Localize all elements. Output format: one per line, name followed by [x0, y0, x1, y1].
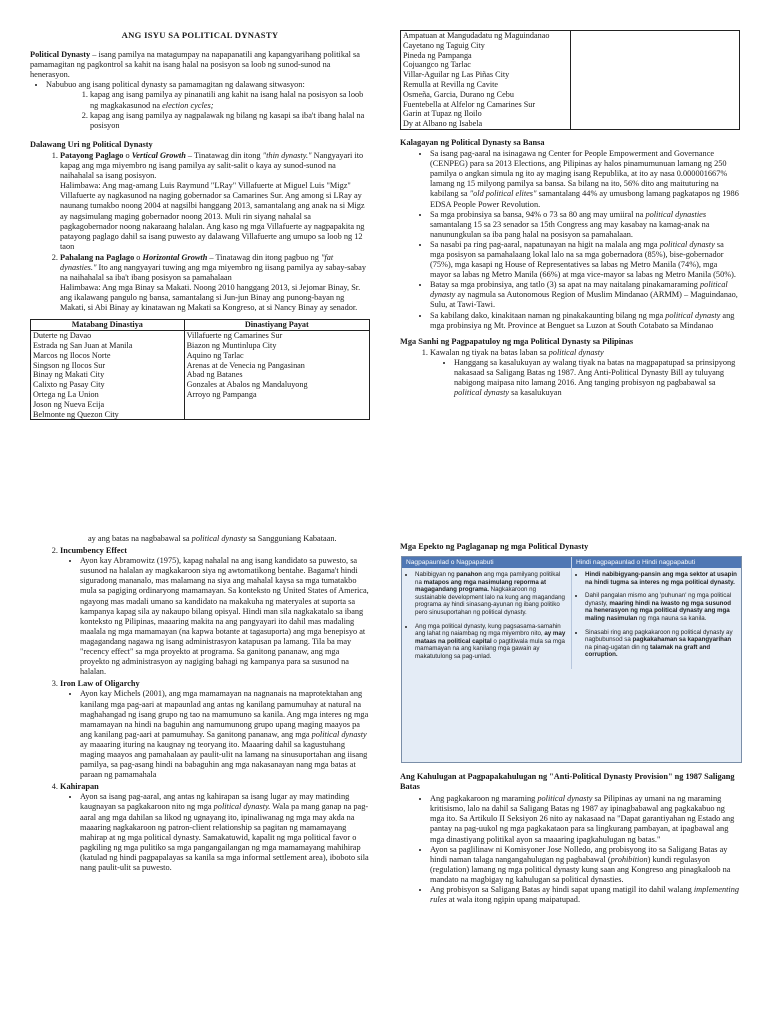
- list-item: • Hindi nabibigyang-pansin ang mga sektor at usapin na hindi tugma sa interes ng mga political dynasty.: [585, 571, 737, 586]
- list-item: Duterte ng Davao: [33, 331, 92, 341]
- list-item: • Hanggang sa kasalukuyan ay walang tiyak na batas na magpapatupad sa prinsipyong nakasaad sa Saligang Batas ng 1987. Ang Anti-Political Dynasty Bill ay tuluyang nabigong maipasa nito lamang 2016. Ang tanging probisyon ng pagbabawal sa political dynasty sa kasalukuyan: [454, 358, 740, 398]
- dynasty-table-continued: [400, 30, 740, 130]
- uri-example-horizontal: Halimbawa: Ang mga Binay sa Makati. Noong 2010 hanggang 2013, si Jejomar Binay, Sr. ang ikalawang pangulo ng bansa, samantalang si Jun-jun Binay ang punong-bayan ng Makati, si Abi Binay ay kinatawan ng Makati sa Kongreso, at si Nancy Binay ay senador.: [60, 283, 361, 313]
- list-item: Joson ng Nueva Ecija: [33, 399, 105, 409]
- list-item: Arroyo ng Pampanga: [186, 390, 257, 400]
- kahulugan-list: [400, 794, 740, 905]
- list-item: • Batay sa mga probinsiya, ang tatlo (3) sa apat na may naitalang pinakamaraming political dynasty ay nagmula sa Autonomous Region of Muslim Mindanao (ARMM) – Maguindanao, Sulu, at Tawi-Tawi.: [430, 280, 740, 310]
- list-item: Arenas at de Venecia ng Pangasinan: [186, 360, 305, 370]
- fat-dynasty-cell-continued: [401, 31, 571, 130]
- causes-list: [30, 546, 370, 873]
- list-item: Dy at Albano ng Isabela: [403, 119, 483, 129]
- list-item: • Nabibigyan ng panahon ang mga pamilyang politikal na matapos ang mga nasimulang reporma at magagandang programa. Nagkakaroon ng sustainable development lalo na kung ang magandang programa ay hindi sinasang-ayunan ng ibang politiko pero sinusuportahan ng political dynasty.: [415, 571, 567, 617]
- situation-item: 1. kapag ang isang pamilya ay pinanatili ang kahit na isang halal na posisyon sa loob ng magkakasunod na election cycles;: [90, 90, 370, 110]
- page2-left-column: [30, 534, 370, 873]
- list-item: Ortega ng La Union: [33, 390, 99, 400]
- list-item: • Ayon sa isang pag-aaral, ang antas ng kahirapan sa isang lugar ay may matinding kaugnayan sa pagkakaroon nito ng mga political dynasty. Wala pa mang ganap na pag-aaral ang mga dahilan sa likod ng ugnayang ito, ipinaliwanag ng mga may akda na maaaring nagkakaroon ng patron-client relationship sa pagitan ng mamamayang mahirap at ng mga political dynasty. Samakatuwid, kapalit ng mga political favor o pagkiling ng mga pulitiko sa mga pangangailangan ng mga mamamayang mahihirap (katulad ng hindi pagpapalayas sa kanila sa mga informal settlement area), iboboto sila nang paulit-ulit sa puwesto.: [80, 792, 370, 873]
- list-item: Ampatuan at Mangudadatu ng Maguindanao: [403, 31, 550, 40]
- list-item: Villar-Aguilar ng Las Piñas City: [403, 70, 510, 80]
- cause-sublist: [60, 556, 370, 677]
- list-item: • Sinasabi ring ang pagkakaroon ng political dynasty ay nagbubunsod sa pagkakahaman sa kapangyarihan na pinag-ugatan din ng talamak na graft and corruption.: [585, 629, 737, 659]
- list-item: • Sa mga probinsiya sa bansa, 94% o 73 sa 80 ang may umiiral na political dynasties samantalang 15 sa 23 senador sa 15th Congress ang may kasabay na kamag-anak na nanunungkulan sa iba pang halal na posisyon sa pamahalaan.: [430, 210, 740, 240]
- list-item: • Ang pagkakaroon ng maraming political dynasty sa Pilipinas ay umani na ng maraming kritisismo, lalo na dahil sa Saligang Batas ng 1987 ay ipinagbabawal ang pagkakabuo ng mga ito. Sa Artikulo II Seksiyon 26 nito ay nakasaad na "Dapat garantiyahan ng Estado ang pantay na pag-uukol ng mga pagkakataon para sa lingkurang pambayan, at ipagbawal ang mga dinastiyang politikal ayon sa maaaring ipagkahulugan ng batas.": [430, 794, 740, 844]
- list-item: • Ang probisyon sa Saligang Batas ay hindi sapat upang matigil ito dahil walang implementing rules at wala itong ngipin upang maipatupad.: [430, 885, 740, 905]
- cause-incumbency: 2. Incumbency Effect • Ayon kay Abramowitz (1975), kapag nahalal na ang isang kandidato sa puwesto, sa susunod na halalan ay magkakaroon siya ng awtomatikong bentahe. Bagama't hindi siguradong mananalo, mas malamang na siya ang mahalal kaysa sa mga tumatakbo mula sa pagiging ordinaryong mamamayan. Sa konteksto ng United States of America, ngayong mas madali umano sa kandidato na makakuha ng materyales at suporta sa kampanya kapag sila ay nakaupo bilang opisyal. Hindi man sila nagkakatalo sa ibang konteksto ng Pilipinas, maaaring makita na ang pangyayari ito dahil mas madaling maalala ng mga mamamayan (na kapwa botante at tagasuporta) ang mga benepisyo at magagandang nagawa ng isang administrasyon katapusan pa lamang. Tila ba may "recency effect" sa mga proyekto at programa. Sa ganitong pananaw, ang mga proyekto ng administrasyon ay nagiging bahagi ng kampanya para sa susunod na halalan.: [60, 546, 370, 677]
- definition-paragraph: [30, 50, 370, 80]
- epekto-negative-column: [571, 568, 741, 669]
- list-item: Remulla at Revilla ng Cavite: [403, 79, 499, 89]
- list-item: • Ayon kay Michels (2001), ang mga mamamayan na nagnanais na maprotektahan ang kanilang mga pag-aari at mapaunlad ang antas ng kanilang pamumuhay at natural na maghahangad ng isang grupo ng tao na mamumuno sa kanila. Ang mga interes ng mga mamamayan na hindi na baguhin ang namumunong grupo upang maging maayos pa ang kanilang pag-aari at pamumuhay. Sa ganitong pananaw, ang mga political dynasty ay maaaring ituring na kaugnay ng teoryang ito. Maaaring dahil sa kagustuhang maging maayos ang pamahalaan ay paulit-ulit na lamang na sinusuportahan ang iisang pamilya, sa pag-asang hindi na babaguhin ang mga nakasanayan nang mga batas at paraan ng pamamahala: [80, 689, 370, 780]
- list-item: Abad ng Batanes: [186, 370, 243, 380]
- list-item: • Ayon sa paglilinaw ni Komisyoner Jose Nolledo, ang probisyong ito sa Saligang Batas ay hindi naman talaga nangangahulugan ng pagbabawal (prohibition) kundi regulasyon (regulation) lamang ng mga political dynasty kung saan ang Kongreso ang pinagkaloob na mandato na magbigay ng kahulugan sa political dynasties.: [430, 845, 740, 885]
- epekto-table-header: [402, 557, 741, 568]
- thin-dynasty-cell-continued: [570, 31, 740, 130]
- epekto-header-positive: Nagpapaunlad o Nagpapabuti: [406, 559, 494, 566]
- page1-left-column: [30, 30, 370, 420]
- cause-sublist: [60, 689, 370, 780]
- definition-term: Political Dynasty: [30, 50, 91, 60]
- epekto-header-negative: Hindi nagpapaunlad o Hindi nagpapabuti: [571, 557, 741, 568]
- table-header-thin: Dinastiyang Payat: [184, 320, 369, 331]
- list-item: Garin at Tupaz ng Iloilo: [403, 109, 482, 119]
- sanhi-heading: Mga Sanhi ng Pagpapatuloy ng mga Political Dynasty sa Pilipinas: [400, 336, 634, 346]
- list-item: Calixto ng Pasay City: [33, 380, 105, 390]
- uri-heading: Dalawang Uri ng Political Dynasty: [30, 139, 153, 149]
- list-item: Osmeña, Garcia, Durano ng Cebu: [403, 89, 514, 99]
- list-item: • Ang mga political dynasty, kung pagsasama-samahin ang lahat ng naiambag ng mga miyembro nito, ay may mataas na political capital o pagtitiwala mula sa mga mamamayan na ang kanilang mga gawain ay makatutulong sa pag-unlad.: [415, 623, 567, 661]
- definition-text: – isang pamilya na matagumpay na napapanatili ang kapangyarihang politikal sa pamamagitan ng pagkontrol sa kahit na isang halal na posisyon sa loob ng sunod-sunod na henerasyon.: [30, 50, 360, 80]
- page1-right-column: [400, 30, 740, 398]
- epekto-table-image: [401, 556, 742, 763]
- epekto-table-body: [402, 568, 741, 669]
- list-item: Belmonte ng Quezon City: [33, 409, 119, 419]
- list-item: Aquino ng Tarlac: [186, 350, 244, 360]
- list-item: 1. Kawalan ng tiyak na batas laban sa political dynasty • Hanggang sa kasalukuyan ay walang tiyak na batas na magpapatupad sa prinsipyong nakasaad sa Saligang Batas ng 1987. Ang Anti-Political Dynasty Bill ay tuluyang nabigong maipasa nito lamang 2016. Ang tanging probisyon ng pagbabawal sa political dynasty sa kasalukuyan: [430, 348, 740, 398]
- list-item: • Sa isang pag-aaral na isinagawa ng Center for People Empowerment and Governance (CENPEG) para sa 2013 Elections, ang Pilipinas ay halos pinamumunuan lamang ng 250 pamilya o angkan simula ng ito ay maging isang Republika, at ito ay nasa 0.000001667% lamang ng 15 milyong pamilya sa bansa. Sa bilang na ito, 56% dito ang maituturing na kabilang sa "old political elites" samantalang 44% ay umusbong lamang pagkatapos ng 1986 EDSA People Power Revolution.: [430, 149, 740, 210]
- uri-list: [30, 151, 370, 314]
- list-item: Fuentebella at Alfelor ng Camarines Sur: [403, 99, 536, 109]
- document-title: ANG ISYU SA POLITICAL DYNASTY: [121, 30, 279, 40]
- list-item: Binay ng Makati City: [33, 370, 105, 380]
- situations-list: [30, 80, 370, 130]
- table-header-fat: Matabang Dinastiya: [31, 320, 185, 331]
- kahulugan-section: [400, 772, 740, 905]
- list-item: Marcos ng Ilocos Norte: [33, 350, 111, 360]
- list-item: • Dahil pangalan mismo ang 'puhunan' ng mga political dynasty, maaring hindi na iwasto ng mga susunod na henerasyon ng mga political dynasty ang mga maling nasimulan ng mga nauna sa kanila.: [585, 592, 737, 622]
- list-item: Cojuangco ng Tarlac: [403, 60, 471, 70]
- cause-sublist: [60, 792, 370, 873]
- uri-item-horizontal: 2. Pahalang na Paglago o Horizontal Growth – Tinatawag din itong pagbuo ng "fat dynasties." Ito ang nangyayari tuwing ang mga miyembro ng iisang pamilya ay sabay-sabay na naihahalal sa iba't ibang posisyon sa pamahalaan Halimbawa: Ang mga Binay sa Makati. Noong 2010 hanggang 2013, si Jejomar Binay, Sr. ang ikalawang pangulo ng bansa, samantalang si Jun-jun Binay ang punong-bayan ng Makati, si Abi Binay ay kinatawan ng Makati sa Kongreso, at si Nancy Binay ay senador.: [60, 253, 370, 314]
- dynasty-table: [30, 319, 370, 420]
- epekto-positive-column: [402, 568, 571, 669]
- list-item: Cayetano ng Taguig City: [403, 40, 485, 50]
- kahulugan-heading: Ang Kahulugan at Pagpapakahulugan ng "Anti-Political Dynasty Provision" ng 1987 Saligang Batas: [400, 772, 735, 792]
- kalagayan-list: [400, 149, 740, 331]
- fat-dynasty-cell: [31, 331, 185, 420]
- kalagayan-heading: Kalagayan ng Political Dynasty sa Bansa: [400, 137, 545, 147]
- cause-kahirapan: 4. Kahirapan • Ayon sa isang pag-aaral, ang antas ng kahirapan sa isang lugar ay may matinding kaugnayan sa pagkakaroon nito ng mga political dynasty. Wala pa mang ganap na pag-aaral ang mga dahilan sa likod ng ugnayang ito, ipinaliwanag ng mga may akda na maaaring nagkakaroon ng patron-client relationship sa pagitan ng mamamayang mahirap at ng mga political dynasty. Samakatuwid, kapalit ng mga political favor o pagkiling ng mga pulitiko sa mga pangangailangan ng mga mamamayang mahihirap (katulad ng hindi pagpapalayas sa kanila sa mga informal settlement area), iboboto sila nang paulit-ulit sa puwesto.: [60, 782, 370, 873]
- page2-right-column: [400, 542, 740, 552]
- cause-iron-law: 3. Iron Law of Oligarchy • Ayon kay Michels (2001), ang mga mamamayan na nagnanais na maprotektahan ang kanilang mga pag-aari at mapaunlad ang antas ng kanilang pamumuhay at natural na maghahangad ng isang grupo ng tao na mamumuno sa kanila. Ang mga interes ng mga mamamayan na hindi na baguhin ang namumunong grupo upang maging maayos pa ang kanilang pag-aari at pamumuhay. Sa ganitong pananaw, ang mga political dynasty ay maaaring ituring na kaugnay ng teoryang ito. Maaaring dahil sa kagustuhang maging maayos ang pamahalaan ay paulit-ulit na lamang na sinusuportahan ang iisang pamilya, sa pag-asang hindi na babaguhin ang mga nakasanayan nang mga batas at paraan ng pamamahala: [60, 679, 370, 780]
- uri-example-vertical: Halimbawa: Ang mag-amang Luis Raymund "LRay" Villafuerte at Miguel Luis "Migz" Villafuerte ay nagkasunod na naging gobernador sa Camarines Sur. Ang among si LRay ay naunang tumakbo noong 2004 at nagsilbi hanggang 2013, samantalang ang anak na si Migz ay nagsimulang maging gobernador noong 2013. Muli rin siyang nahalal sa pagkagobernador noong nakaraang halalan. Ang kaso ng mga Villafuerte ay nagpapakita ng patayong paglago dahil sa isang puwesto ay dalawang Villafuerte ang umupo sa loob ng 12 taon: [60, 181, 365, 251]
- list-item: Singson ng Ilocos Sur: [33, 360, 106, 370]
- sanhi-list: [400, 348, 740, 398]
- continuation-paragraph: ay ang batas na nagbabawal sa political dynasty sa Sangguniang Kabataan.: [88, 534, 337, 543]
- list-item: • Sa kabilang dako, kinakitaan naman ng pinakakaunting bilang ng mga political dynasty ang mga probinsiya ng Mt. Province at Benguet sa Luzon at South Cotabato sa Mindanao: [430, 311, 740, 331]
- list-item: Pineda ng Pampanga: [403, 50, 472, 60]
- list-item: Biazon ng Muntinlupa City: [186, 341, 277, 351]
- list-item: • Sa nasabi pa ring pag-aaral, napatunayan na higit na malala ang mga political dynasty sa mga posisyon sa pamahalaang lokal lalo na sa mga gobernadora (85%), bise-gobernador (75%), mga kasapi ng House of Representatives sa labas ng Metro Manila (74%), mga mayor sa labas ng Metro Manila (66%) at mga vice-mayor sa labas ng Metro Manila (50%).: [430, 240, 740, 280]
- list-item: Villafuerte ng Camarines Sur: [186, 331, 283, 341]
- list-item: Gonzales at Abalos ng Mandaluyong: [186, 380, 308, 390]
- list-item: • Ayon kay Abramowitz (1975), kapag nahalal na ang isang kandidato sa puwesto, sa susunod na halalan ay magkakaroon siya ng awtomatikong bentahe. Bagama't hindi siguradong mananalo, mas malamang na siya ang mahalal kaysa sa mga tumatakbo mula sa pagiging ordinaryong mamamayan. Sa konteksto ng United States of America, ngayong mas madali umano sa kandidato na makakuha ng materyales at suporta sa kampanya kapag sila ay nakaupo bilang opisyal. Hindi man sila nagkakatalo sa ibang konteksto ng Pilipinas, maaaring makita na ang pangyayari ito dahil mas madaling maalala ng mga mamamayan (na kapwa botante at tagasuporta) ang mga benepisyo at magagandang nagawa ng isang administrasyon katapusan pa lamang. Tila ba may "recency effect" sa mga proyekto at programa. Sa ganitong pananaw, ang mga proyekto ng administrasyon ay nagiging bahagi ng kampanya para sa susunod na halalan.: [80, 556, 370, 677]
- sanhi-sublist: [430, 358, 740, 398]
- uri-item-vertical: 1. Patayong Paglago o Vertical Growth – Tinatawag din itong "thin dynasty." Nangyayari ito kapag ang mga miyembro ng isang pamilya ay salit-salit o kaya ay sunod-sunod na naihahalal sa isang posisyon. Halimbawa: Ang mag-amang Luis Raymund "LRay" Villafuerte at Miguel Luis "Migz" Villafuerte ay nagkasunod na naging gobernador sa Camarines Sur. Ang among si LRay ay naunang tumakbo noong 2004 at nagsilbi hanggang 2013, samantalang ang anak na si Migz ay nagsimulang maging gobernador noong 2013. Muli rin siyang nahalal sa pagkagobernador noong nakaraang halalan. Ang kaso ng mga Villafuerte ay nagpapakita ng patayong paglago dahil sa isang puwesto ay dalawang Villafuerte ang umupo sa loob ng 12 taon: [60, 151, 370, 252]
- thin-dynasty-cell: [184, 331, 369, 420]
- situation-item: 2. kapag ang isang pamilya ay nagpalawak ng bilang ng kasapi sa iba't ibang halal na posisyon: [90, 111, 370, 131]
- epekto-heading: Mga Epekto ng Paglaganap ng mga Political Dynasty: [400, 542, 589, 551]
- situations-sublist: [46, 90, 370, 130]
- list-item: Estrada ng San Juan at Manila: [33, 341, 133, 351]
- situations-lead: • Nabubuo ang isang political dynasty sa pamamagitan ng dalawang sitwasyon: 1. kapag ang isang pamilya ay pinanatili ang kahit na isang halal na posisyon sa loob ng magkakasunod na election cycles; 2. kapag ang isang pamilya ay nagpalawak ng bilang ng kasapi sa iba't ibang halal na posisyon: [46, 80, 370, 130]
